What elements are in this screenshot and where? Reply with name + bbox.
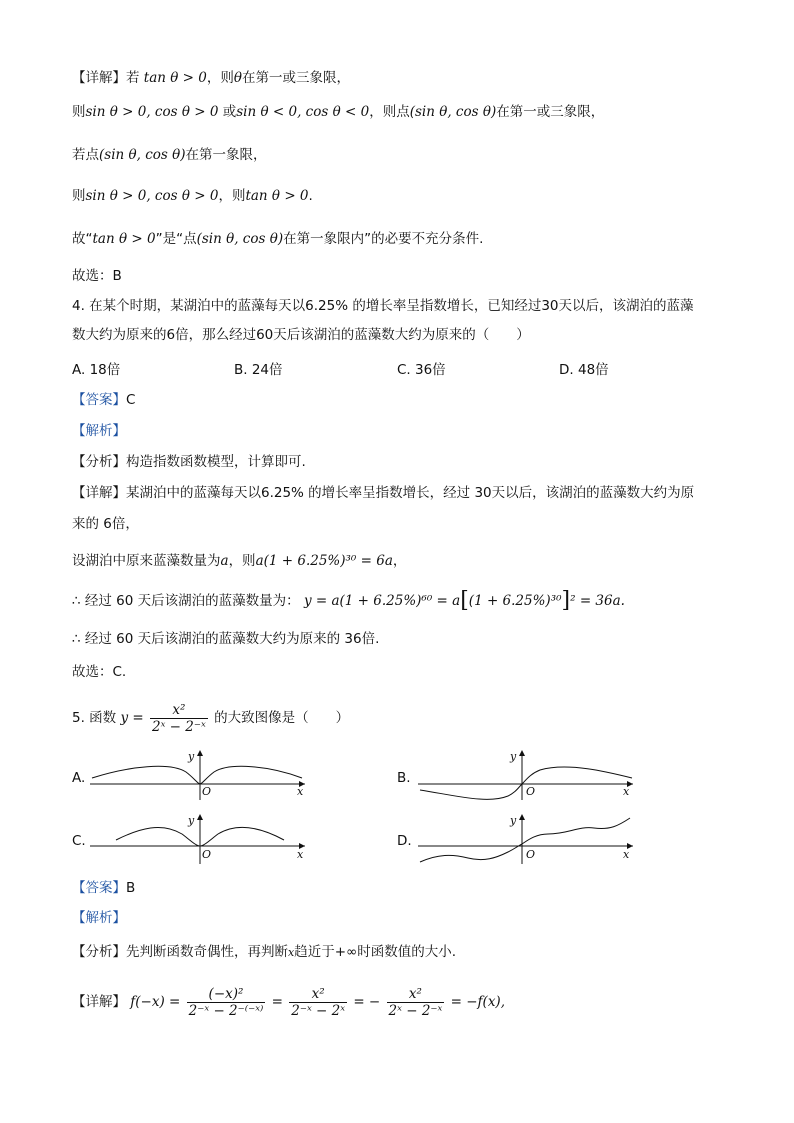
origin-label: O [202, 848, 212, 861]
graph-c [90, 812, 310, 864]
x-label: x [623, 848, 630, 861]
detail-line-1: 【详解】若 tan θ > 0，则θ在第一或三象限， [72, 70, 351, 86]
q4-analysis: 【分析】构造指数函数模型，计算即可. [72, 454, 306, 470]
y-axis-arrow [197, 814, 203, 820]
graph-d [418, 812, 638, 864]
y-axis-arrow [519, 814, 525, 820]
q4-option-c: C. 36倍 [397, 362, 446, 378]
q5-answer: 【答案】B [72, 880, 136, 896]
q4-setup-line: 设湖泊中原来蓝藻数量为a，则a(1 + 6.25%)³⁰ = 6a， [72, 553, 407, 569]
detail-line-3: 若点(sin θ, cos θ)在第一象限， [72, 147, 267, 163]
q5-analysis: 【分析】先判断函数奇偶性，再判断x趋近于+∞时函数值的大小. [72, 944, 457, 960]
origin-label: O [202, 785, 212, 798]
y-label: y [188, 750, 195, 763]
q4-choice: 故选：C. [72, 664, 127, 680]
q4-stem-line-2: 数大约为原来的6倍，那么经过60天后该湖泊的蓝藻数大约为原来的（ ） [72, 327, 530, 343]
detail-line-2: 则sin θ > 0, cos θ > 0 或sin θ < 0, cos θ < 0，则点(sin θ, cos θ)在第一或三象限， [72, 104, 605, 120]
choice-line-q3: 故选：B [72, 268, 122, 284]
detail-tag: 【详解】 [72, 70, 126, 86]
q4-option-b: B. 24倍 [234, 362, 283, 378]
x-label: x [297, 848, 304, 861]
detail-line-4: 则sin θ > 0, cos θ > 0，则tan θ > 0. [72, 188, 313, 204]
q5-jiexi-tag: 【解析】 [72, 910, 126, 926]
curve-a [92, 766, 302, 784]
y-label: y [188, 814, 195, 827]
q4-detail-line-1: 【详解】某湖泊中的蓝藻每天以6.25% 的增长率呈指数增长，经过 30天以后，该湖泊的蓝藻数大约为原 [72, 485, 695, 501]
y-label: y [510, 750, 517, 763]
math-tan-positive: tan θ > 0 [143, 70, 207, 86]
q4-jiexi-tag: 【解析】 [72, 423, 126, 439]
curve-d [420, 818, 630, 862]
q4-answer: 【答案】C [72, 392, 136, 408]
q4-therefore-line-2: ∴ 经过 60 天后该湖泊的蓝藻数大约为原来的 36倍. [72, 631, 380, 647]
x-label: x [297, 785, 304, 798]
graph-a [90, 748, 310, 800]
q4-therefore-line-1: ∴ 经过 60 天后该湖泊的蓝藻数量为： y = a(1 + 6.25%)⁶⁰ = a[(1 + 6.25%)³⁰]² = 36a. [72, 588, 625, 613]
graph-label-c: C. [72, 833, 86, 849]
q4-option-a: A. 18倍 [72, 362, 121, 378]
graph-label-b: B. [397, 770, 411, 786]
graph-label-d: D. [397, 833, 412, 849]
equation-growth: a(1 + 6.25%)³⁰ = 6a [255, 553, 393, 569]
q4-stem-line-1: 4. 在某个时期，某湖泊中的蓝藻每天以6.25% 的增长率呈指数增长，已知经过30天以后，该湖泊的蓝藻 [72, 298, 694, 314]
q5-stem: 5. 函数 y = $\frac{\text{x²}}{\text{2ˣ − 2⁻ˣ}}$ 的大致图像是（ ） [72, 701, 350, 735]
conclusion-line: 故“tan θ > 0”是“点(sin θ, cos θ)在第一象限内”的必要不充分条件. [72, 231, 484, 247]
q4-option-d: D. 48倍 [559, 362, 609, 378]
y-label: y [510, 814, 517, 827]
graph-label-a: A. [72, 770, 86, 786]
origin-label: O [526, 848, 536, 861]
q5-detail: 【详解】 f(−x) = $\frac{\text{(−x)²}}{\text{2⁻ˣ − 2⁻⁽⁻ˣ⁾}}$ = $\frac{\text{x²}}{\text{2⁻ˣ − 2ˣ}}$ = − $\frac{\text{x²}}{\text{2ˣ − 2⁻ˣ}}$ = −f(x), [72, 985, 505, 1019]
q4-detail-line-2: 来的 6倍， [72, 516, 139, 532]
origin-label: O [526, 785, 536, 798]
graph-b [418, 748, 638, 800]
q5-fraction: $\frac{\text{x²}}{\text{2ˣ − 2⁻ˣ}}$ [152, 701, 206, 735]
x-label: x [623, 785, 630, 798]
y-axis-arrow [197, 750, 203, 756]
y-axis-arrow [519, 750, 525, 756]
